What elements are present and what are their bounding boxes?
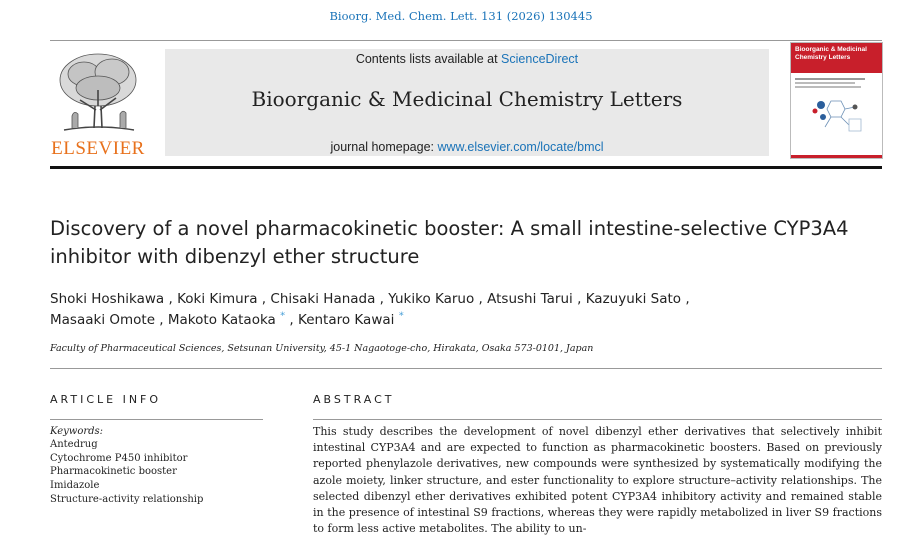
keywords-label: Keywords: xyxy=(50,426,104,437)
homepage-link[interactable]: www.elsevier.com/locate/bmcl xyxy=(437,140,604,154)
homepage-prefix: journal homepage: xyxy=(330,140,438,154)
author-name[interactable]: Atsushi Tarui xyxy=(487,291,573,307)
corresponding-author-star[interactable]: * xyxy=(398,310,404,322)
author: Yukiko Karuo , xyxy=(388,291,483,307)
journal-cover[interactable] xyxy=(790,42,883,159)
author: Masaaki Omote , xyxy=(50,312,164,328)
author: Makoto Kataoka * , xyxy=(167,310,294,328)
article-title: Discovery of a novel pharmacokinetic booster: A small intestine-selective CYP3A4 inhibitor with dibenzyl ether structure xyxy=(50,217,849,268)
elsevier-tree-icon xyxy=(50,50,146,138)
keyword: Cytochrome P450 inhibitor xyxy=(50,452,188,464)
sciencedirect-link[interactable]: ScienceDirect xyxy=(501,52,579,66)
corresponding-author-star[interactable]: * xyxy=(280,310,286,322)
author-list xyxy=(50,289,880,331)
journal-banner xyxy=(165,49,769,156)
author-name[interactable]: Makoto Kataoka xyxy=(167,312,276,328)
author: Chisaki Hanada , xyxy=(270,291,384,307)
affiliation: Faculty of Pharmaceutical Sciences, Setsunan University, 45-1 Nagaotoge-cho, Hirakata, Osaka 573-0101, Japan xyxy=(50,343,594,354)
keyword: Pharmacokinetic booster xyxy=(50,466,177,478)
contents-prefix: Contents lists available at xyxy=(355,52,502,66)
header-thick-divider xyxy=(50,166,882,169)
cover-foot-band xyxy=(791,155,882,158)
cover-title: Bioorganic & Medicinal Chemistry Letters xyxy=(795,46,867,61)
article-info-divider xyxy=(50,419,263,420)
author-name[interactable]: Kentaro Kawai xyxy=(298,312,395,328)
article-info-heading: ARTICLE INFO xyxy=(50,393,162,406)
keyword: Structure-activity relationship xyxy=(50,493,204,505)
author xyxy=(298,312,404,328)
author-name[interactable]: Kazuyuki Sato xyxy=(585,291,682,307)
author: Atsushi Tarui , xyxy=(487,291,582,307)
molecule-illustration-icon xyxy=(811,95,867,135)
author-name[interactable]: Masaaki Omote xyxy=(50,312,155,328)
section-divider xyxy=(50,368,882,369)
homepage-line xyxy=(165,140,769,154)
elsevier-logo[interactable] xyxy=(50,50,146,158)
top-divider xyxy=(50,40,882,41)
author: Kazuyuki Sato , xyxy=(585,291,690,307)
author-name[interactable]: Koki Kimura xyxy=(177,291,258,307)
author: Shoki Hoshikawa , xyxy=(50,291,173,307)
journal-name: Bioorganic & Medicinal Chemistry Letters xyxy=(251,87,683,111)
author-name[interactable]: Shoki Hoshikawa xyxy=(50,291,165,307)
author: Koki Kimura , xyxy=(177,291,267,307)
abstract-heading: ABSTRACT xyxy=(313,393,395,406)
abstract-text: This study describes the development of novel dibenzyl ether derivatives that selectively inhibit intestinal CYP3A4 and are expected to function as pharmacokinetic boosters. Based on previously reported phenylazole derivatives, new compounds were synthesized by systematically modifying the azole moiety, linker structure, and ester functionality to explore structure–activity relationships. The selected dibenzyl ether derivatives exhibited potent CYP3A4 inhibitory activity and remained stable in the presence of intestinal S9 fractions, whereas they were rapidly metabolized in liver S9 fractions to form less active metabolites. The ability to un- xyxy=(313,425,882,536)
elsevier-wordmark: ELSEVIER xyxy=(51,138,145,159)
citation[interactable]: Bioorg. Med. Chem. Lett. 131 (2026) 130445 xyxy=(329,9,593,23)
keyword: Imidazole xyxy=(50,480,100,492)
keywords-list xyxy=(50,438,203,507)
cover-subtitle-lines xyxy=(795,76,878,90)
keyword: Antedrug xyxy=(50,439,98,450)
contents-line xyxy=(165,52,769,66)
abstract-divider xyxy=(313,419,882,420)
author-name[interactable]: Chisaki Hanada xyxy=(270,291,376,307)
author-name[interactable]: Yukiko Karuo xyxy=(388,291,475,307)
